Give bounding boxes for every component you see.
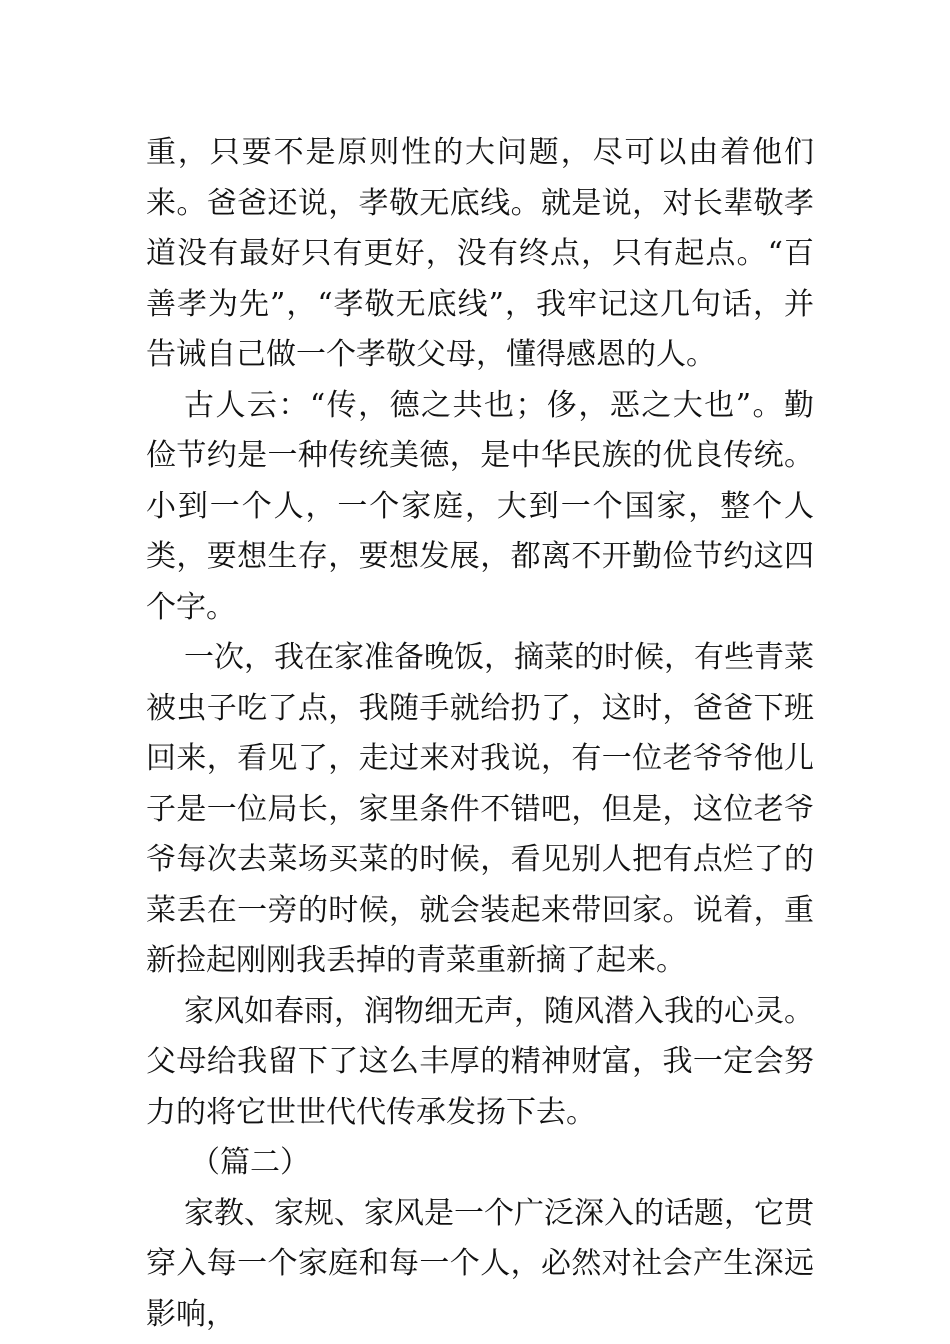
paragraph-continuation: 重，只要不是原则性的大问题，尽可以由着他们来。爸爸还说，孝敬无底线。就是说，对长辈敬孝道没有最好只有更好，没有终点，只有起点。“百善孝为先”，“孝敬无底线”，我牢记这几句话，并告诫自己做一个孝敬父母，懂得感恩的人。 [146, 135, 814, 372]
paragraph-frugality: 古人云：“传，德之共也；侈，恶之大也”。勤俭节约是一种传统美德，是中华民族的优良传统。小到一个人，一个家庭，大到一个国家，整个人类，要想生存，要想发展，都离不开勤俭节约这四个字。 [146, 387, 814, 625]
body-text [146, 128, 814, 1340]
section-heading: （篇二） [190, 1145, 310, 1180]
paragraph-part-two: 家教、家规、家风是一个广泛深入的话题，它贯穿入每一个家庭和每一个人，必然对社会产生深远影响， [146, 1195, 814, 1332]
paragraph-story: 一次，我在家准备晚饭，摘菜的时候，有些青菜被虫子吃了点，我随手就给扔了，这时，爸爸下班回来，看见了，走过来对我说，有一位老爷爷他儿子是一位局长，家里条件不错吧，但是，这位老爷爷每次去菜场买菜的时候，看见别人把有点烂了的菜丢在一旁的时候，就会装起来带回家。说着，重新捡起刚刚我丢掉的青菜重新摘了起来。 [146, 640, 814, 978]
paragraph-conclusion: 家风如春雨，润物细无声，随风潜入我的心灵。父母给我留下了这么丰厚的精神财富，我一定会努力的将它世世代代传承发扬下去。 [146, 993, 814, 1130]
